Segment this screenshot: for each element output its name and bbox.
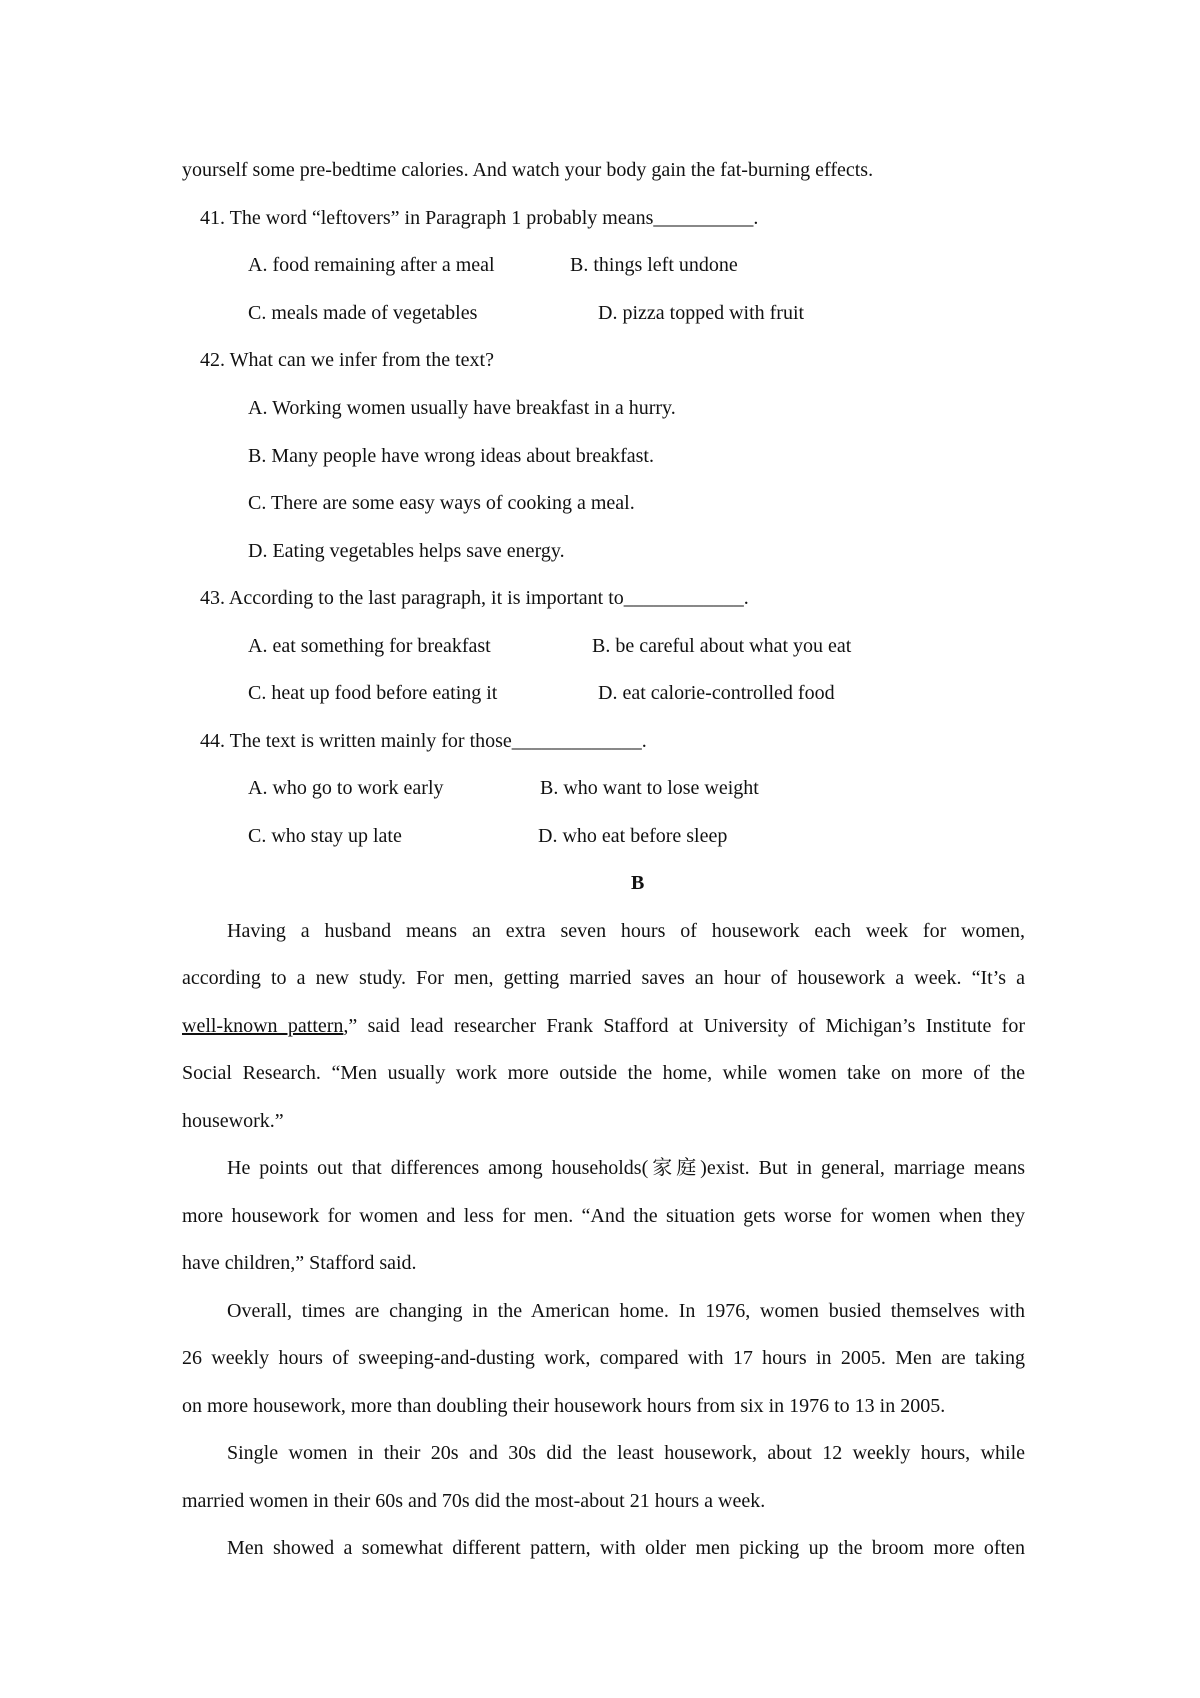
paragraph-1-line-2: according to a new study. For men, getting married saves an hour of housework a week. “It’s a [182,967,1025,989]
question-43-option-d[interactable]: D. eat calorie-controlled food [598,682,835,704]
question-41-option-a[interactable]: A. food remaining after a meal [248,254,495,276]
paragraph-3-line-1: Overall, times are changing in the American home. In 1976, women busied themselves with [227,1300,1025,1322]
question-42-option-c[interactable]: C. There are some easy ways of cooking a meal. [248,492,635,514]
paragraph-1-line-3-rest: ,” said lead researcher Frank Stafford at University of Michigan’s Institute for [343,1015,1025,1037]
paragraph-5-line-1: Men showed a somewhat different pattern, with older men picking up the broom more often [227,1537,1025,1559]
question-44-stem: 44. The text is written mainly for those_____________. [200,730,647,752]
question-41-option-c[interactable]: C. meals made of vegetables [248,302,478,324]
question-43-option-b[interactable]: B. be careful about what you eat [592,635,852,657]
paragraph-2-line-3: have children,” Stafford said. [182,1252,417,1274]
paragraph-2-line-2: more housework for women and less for men. “And the situation gets worse for women when they [182,1205,1025,1227]
paragraph-4-line-2: married women in their 60s and 70s did the most-about 21 hours a week. [182,1490,766,1512]
question-42-option-d[interactable]: D. Eating vegetables helps save energy. [248,540,565,562]
question-44-option-c[interactable]: C. who stay up late [248,825,402,847]
passage-continuation: yourself some pre-bedtime calories. And watch your body gain the fat-burning effects. [182,159,874,181]
question-44-option-a[interactable]: A. who go to work early [248,777,444,799]
question-41-option-d[interactable]: D. pizza topped with fruit [598,302,805,324]
question-41-stem: 41. The word “leftovers” in Paragraph 1 probably means__________. [200,207,759,229]
paragraph-1-line-1: Having a husband means an extra seven hours of housework each week for women, [227,920,1025,942]
question-42-stem: 42. What can we infer from the text? [200,349,494,371]
paragraph-1-line-3 [182,1013,1025,1039]
question-43-option-a[interactable]: A. eat something for breakfast [248,635,491,657]
question-41-option-b[interactable]: B. things left undone [570,254,738,276]
question-43-option-c[interactable]: C. heat up food before eating it [248,682,498,704]
paragraph-2-line-1: He points out that differences among households(家庭)exist. But in general, marriage means [227,1157,1025,1179]
paragraph-1-line-4: Social Research. “Men usually work more outside the home, while women take on more of the [182,1062,1025,1084]
underlined-phrase: well-known pattern [182,1015,344,1037]
paragraph-1-line-5: housework.” [182,1110,284,1132]
question-42-option-a[interactable]: A. Working women usually have breakfast in a hurry. [248,397,676,419]
question-43-stem: 43. According to the last paragraph, it is important to____________. [200,587,749,609]
paragraph-4-line-1: Single women in their 20s and 30s did the least housework, about 12 weekly hours, while [227,1442,1025,1464]
question-44-option-b[interactable]: B. who want to lose weight [540,777,759,799]
section-b-heading: B [631,872,645,894]
question-42-option-b[interactable]: B. Many people have wrong ideas about breakfast. [248,445,654,467]
paragraph-3-line-2: 26 weekly hours of sweeping-and-dusting work, compared with 17 hours in 2005. Men are taking [182,1347,1025,1369]
paragraph-3-line-3: on more housework, more than doubling their housework hours from six in 1976 to 13 in 2005. [182,1395,946,1417]
question-44-option-d[interactable]: D. who eat before sleep [538,825,728,847]
